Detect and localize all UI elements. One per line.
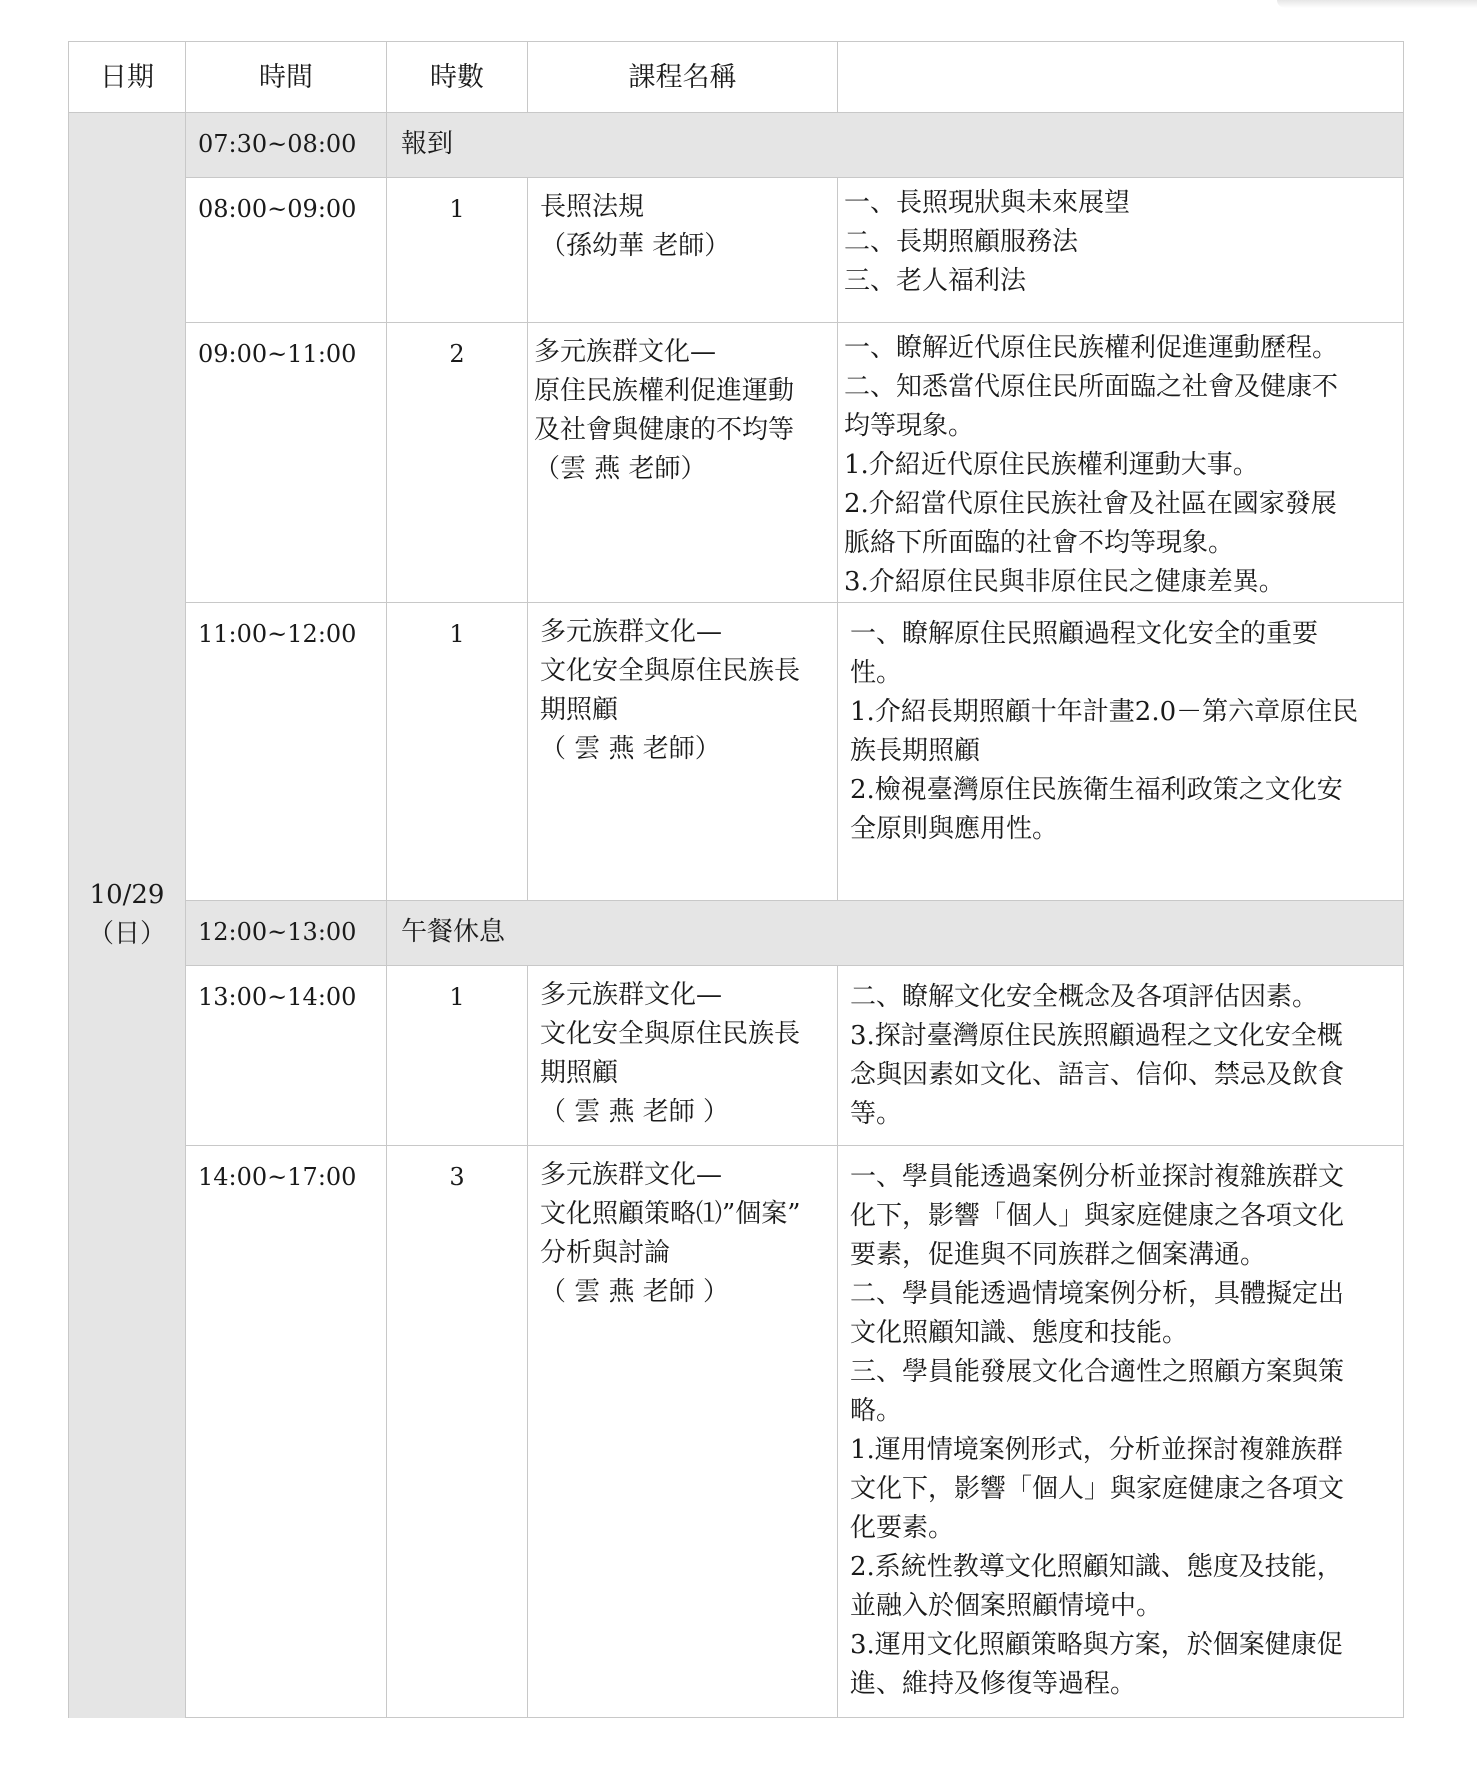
content-line: 二、學員能透過情境案例分析，具體擬定出 [850, 1279, 1345, 1309]
course-cell [528, 323, 838, 603]
content-line: 化下，影響「個人」與家庭健康之各項文化 [850, 1201, 1345, 1231]
course-line: 文化照顧策略⑴”個案” [540, 1199, 801, 1229]
course-line: 多元族群文化— [540, 980, 723, 1010]
content-cell [838, 966, 1404, 1146]
course-cell [528, 966, 838, 1146]
table-row [69, 323, 1404, 603]
session-label: 午餐休息 [387, 901, 1404, 966]
course-line: 分析與討論 [540, 1238, 671, 1268]
time-cell: 12:00~13:00 [186, 901, 387, 966]
content-line: 1.介紹長期照顧十年計畫2.0－第六章原住民 [850, 697, 1359, 727]
content-line: 三、學員能發展文化合適性之照顧方案與策 [850, 1357, 1345, 1387]
header-course: 課程名稱 [528, 42, 838, 113]
table-row [69, 901, 1404, 966]
content-line: 脈絡下所面臨的社會不均等現象。 [844, 528, 1235, 558]
content-line: 三、老人福利法 [844, 266, 1027, 296]
course-line: 期照顧 [540, 1058, 619, 1088]
course-line: （雲 燕 老師） [534, 454, 707, 484]
time-cell: 11:00~12:00 [186, 603, 387, 901]
course-line: （ 雲 燕 老師 ） [540, 1097, 730, 1127]
content-line: 3.介紹原住民與非原住民之健康差異。 [844, 567, 1285, 597]
content-line: 文化照顧知識、態度和技能。 [850, 1318, 1189, 1348]
date-cell [69, 113, 186, 1718]
content-line: 2.系統性教導文化照顧知識、態度及技能， [850, 1552, 1343, 1582]
header-hours: 時數 [387, 42, 528, 113]
table-row [69, 603, 1404, 901]
content-line: 二、長期照顧服務法 [844, 227, 1079, 257]
time-cell: 07:30~08:00 [186, 113, 387, 178]
content-line: 3.運用文化照顧策略與方案，於個案健康促 [850, 1630, 1343, 1660]
weekday-value: （日） [87, 919, 166, 950]
content-line: 一、瞭解原住民照顧過程文化安全的重要 [850, 619, 1319, 649]
hours-cell: 1 [387, 178, 528, 323]
content-line: 進、維持及修復等過程。 [850, 1669, 1137, 1699]
content-line: 一、學員能透過案例分析並探討複雜族群文 [850, 1162, 1345, 1192]
course-line: 文化安全與原住民族長 [540, 1019, 801, 1049]
content-line: 2.介紹當代原住民族社會及社區在國家發展 [844, 489, 1337, 519]
content-cell [838, 178, 1404, 323]
date-value: 10/29 [89, 880, 165, 911]
hours-cell: 3 [387, 1146, 528, 1718]
table-row [69, 966, 1404, 1146]
course-line: 多元族群文化— [534, 337, 717, 367]
content-line: 二、瞭解文化安全概念及各項評估因素。 [850, 982, 1319, 1012]
table-row [69, 113, 1404, 178]
course-line: （ 雲 燕 老師） [540, 734, 721, 764]
course-line: 及社會與健康的不均等 [534, 415, 795, 445]
course-cell [528, 1146, 838, 1718]
time-cell: 13:00~14:00 [186, 966, 387, 1146]
hours-cell: 1 [387, 966, 528, 1146]
course-line: （孫幼華 老師） [540, 231, 731, 261]
header-row [69, 42, 1404, 113]
content-line: 全原則與應用性。 [850, 814, 1059, 844]
course-line: 期照顧 [540, 695, 619, 725]
content-line: 1.運用情境案例形式，分析並探討複雜族群 [850, 1435, 1343, 1465]
content-line: 並融入於個案照顧情境中。 [850, 1591, 1163, 1621]
table-row [69, 178, 1404, 323]
content-line: 性。 [850, 658, 903, 688]
content-line: 要素，促進與不同族群之個案溝通。 [850, 1240, 1267, 1270]
content-line: 一、瞭解近代原住民族權利促進運動歷程。 [844, 333, 1339, 363]
content-cell [838, 323, 1404, 603]
content-cell [838, 1146, 1404, 1718]
content-line: 等。 [850, 1099, 903, 1129]
content-line: 念與因素如文化、語言、信仰、禁忌及飲食 [850, 1060, 1345, 1090]
hours-cell: 1 [387, 603, 528, 901]
time-cell: 14:00~17:00 [186, 1146, 387, 1718]
course-line: 多元族群文化— [540, 617, 723, 647]
course-cell [528, 603, 838, 901]
content-line: 略。 [850, 1396, 903, 1426]
table-row [69, 1146, 1404, 1718]
course-line: 原住民族權利促進運動 [534, 376, 795, 406]
content-line: 均等現象。 [844, 411, 975, 441]
content-line: 1.介紹近代原住民族權利運動大事。 [844, 450, 1259, 480]
course-cell [528, 178, 838, 323]
session-label: 報到 [387, 113, 1404, 178]
content-cell [838, 603, 1404, 901]
content-line: 化要素。 [850, 1513, 955, 1543]
header-time: 時間 [186, 42, 387, 113]
course-line: 長照法規 [540, 192, 645, 222]
course-line: 文化安全與原住民族長 [540, 656, 801, 686]
content-line: 2.檢視臺灣原住民族衛生福利政策之文化安 [850, 775, 1343, 805]
course-line: （ 雲 燕 老師 ） [540, 1277, 730, 1307]
content-line: 二、知悉當代原住民所面臨之社會及健康不 [844, 372, 1339, 402]
content-line: 一、長照現狀與未來展望 [844, 188, 1131, 218]
hours-cell: 2 [387, 323, 528, 603]
content-line: 文化下，影響「個人」與家庭健康之各項文 [850, 1474, 1345, 1504]
content-line: 族長期照顧 [850, 736, 981, 766]
time-cell: 08:00~09:00 [186, 178, 387, 323]
window-corner-shadow [1277, 0, 1477, 8]
course-schedule-table [68, 41, 1404, 1718]
course-line: 多元族群文化— [540, 1160, 723, 1190]
header-date: 日期 [69, 42, 186, 113]
header-content [838, 42, 1404, 113]
time-cell: 09:00~11:00 [186, 323, 387, 603]
content-line: 3.探討臺灣原住民族照顧過程之文化安全概 [850, 1021, 1343, 1051]
